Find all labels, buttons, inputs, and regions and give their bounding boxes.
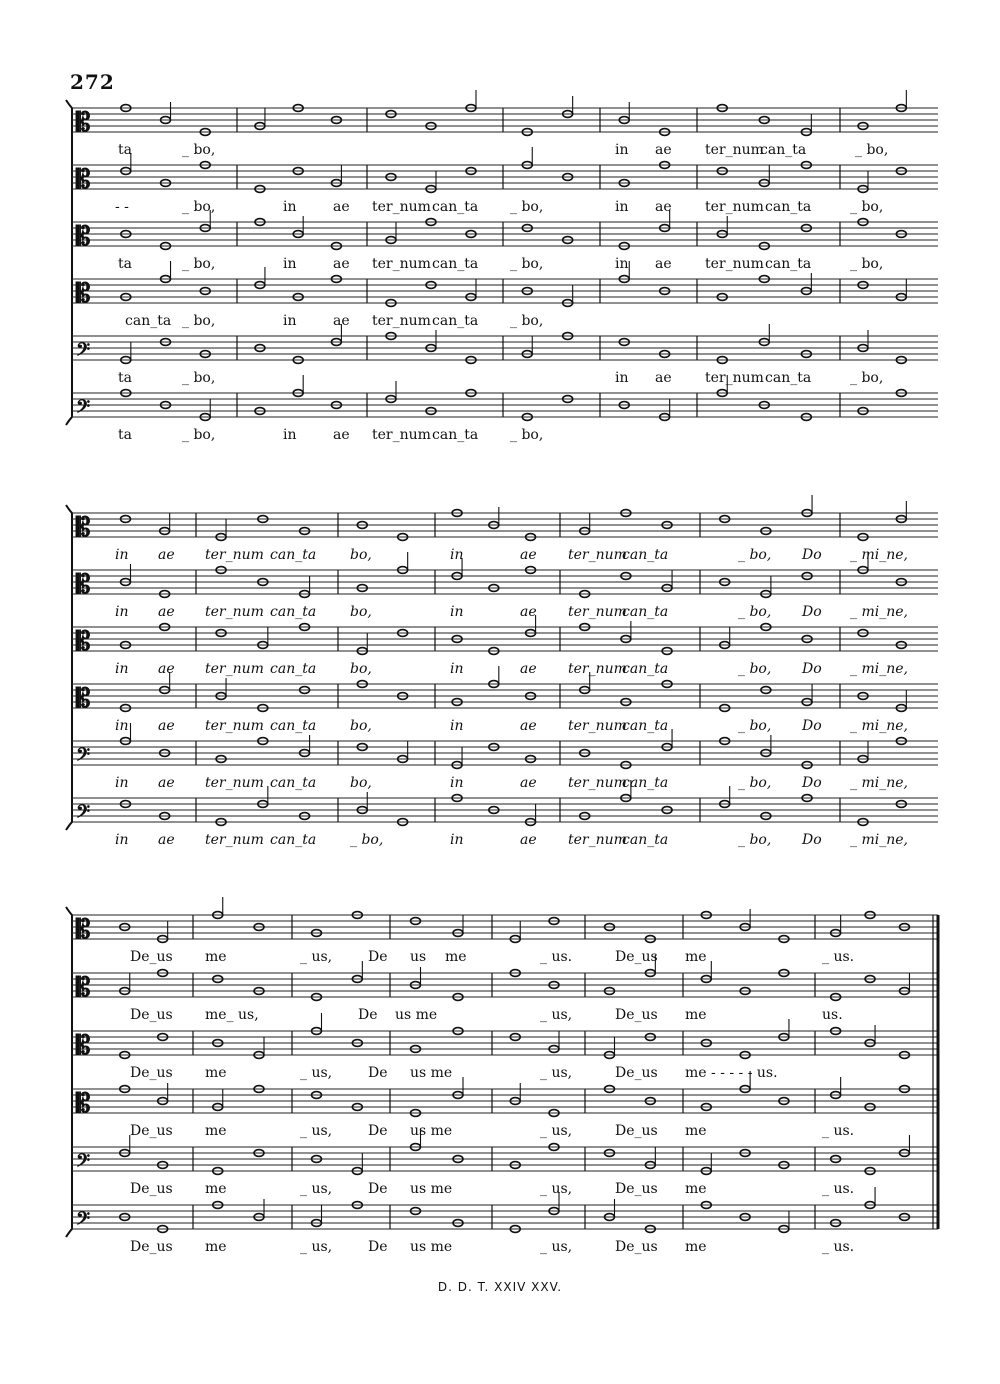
c-clef-icon: 𝄡	[76, 915, 91, 945]
lyric-syllable: in	[615, 199, 629, 215]
lyric-syllable: us me	[410, 1065, 453, 1081]
lyric-syllable: _ us,	[540, 1181, 573, 1197]
lyric-syllable: us me	[410, 1123, 453, 1139]
lyric-syllable: ter_num	[705, 256, 764, 272]
lyric-syllable: can_ta	[270, 832, 317, 848]
lyric-syllable: in	[450, 604, 464, 620]
lyric-syllable: in	[615, 370, 629, 386]
lyric-syllable: bo,	[350, 547, 372, 563]
lyric-syllable: ta	[118, 370, 132, 386]
lyric-syllable: - -	[115, 199, 129, 215]
lyric-syllable: De	[368, 949, 388, 965]
lyric-syllable: can_ta	[760, 142, 807, 158]
lyric-syllable: me	[685, 1123, 707, 1139]
bass-clef-icon: 𝄢	[76, 1208, 91, 1234]
lyric-syllable: _ us,	[300, 949, 333, 965]
lyric-syllable: ter_num	[372, 427, 431, 443]
lyric-syllable: me - - - - - us.	[685, 1065, 778, 1081]
lyric-syllable: in	[450, 547, 464, 563]
lyric-syllable: _ mi_ne,	[850, 832, 908, 848]
lyric-syllable: _ us.	[822, 1239, 855, 1255]
lyric-syllable: _ mi_ne,	[850, 661, 908, 677]
c-clef-icon: 𝄡	[76, 684, 91, 714]
lyric-syllable: ter_num	[568, 661, 627, 677]
lyric-syllable: us me	[395, 1007, 438, 1023]
c-clef-icon: 𝄡	[76, 165, 91, 195]
lyric-syllable: _ us.	[540, 949, 573, 965]
lyric-syllable: _ mi_ne,	[850, 547, 908, 563]
lyric-syllable: can_ta	[622, 604, 669, 620]
lyric-syllable: ter_num	[568, 775, 627, 791]
lyric-syllable: in	[450, 661, 464, 677]
lyric-syllable: ae	[158, 661, 175, 677]
lyric-syllable: _ bo,	[182, 256, 216, 272]
lyric-syllable: De_us	[615, 1065, 658, 1081]
lyric-syllable: ter_num	[568, 547, 627, 563]
lyric-syllable: _ us,	[540, 1065, 573, 1081]
lyric-syllable: can_ta	[432, 427, 479, 443]
lyric-syllable: me	[205, 1239, 227, 1255]
lyric-syllable: in	[115, 547, 129, 563]
lyric-syllable: ae	[158, 832, 175, 848]
lyric-syllable: can_ta	[765, 370, 812, 386]
lyric-syllable: _ bo,	[182, 427, 216, 443]
lyric-syllable: me	[445, 949, 467, 965]
lyric-syllable: _ us,	[540, 1007, 573, 1023]
lyric-syllable: De_us	[130, 1123, 173, 1139]
lyric-syllable: ter_num	[205, 775, 264, 791]
lyric-syllable: De_us	[130, 1239, 173, 1255]
c-clef-icon: 𝄡	[76, 513, 91, 543]
lyric-syllable: _ mi_ne,	[850, 718, 908, 734]
lyric-syllable: can_ta	[622, 547, 669, 563]
lyric-syllable: _ mi_ne,	[850, 604, 908, 620]
lyric-syllable: ter_num	[205, 718, 264, 734]
lyric-syllable: ae	[333, 199, 350, 215]
lyric-syllable: bo,	[350, 661, 372, 677]
lyric-syllable: De_us	[615, 949, 658, 965]
lyric-syllable: ae	[333, 427, 350, 443]
lyric-syllable: _ us,	[300, 1065, 333, 1081]
lyric-syllable: ae	[158, 718, 175, 734]
lyric-syllable: _ bo,	[182, 142, 216, 158]
lyric-syllable: ter_num	[205, 604, 264, 620]
lyric-syllable: can_ta	[270, 547, 317, 563]
lyric-syllable: De	[368, 1065, 388, 1081]
lyric-syllable: _ bo,	[850, 370, 884, 386]
lyric-syllable: _ bo,	[510, 313, 544, 329]
lyric-syllable: can_ta	[765, 256, 812, 272]
lyric-syllable: _ us.	[822, 1181, 855, 1197]
lyric-syllable: Do	[802, 661, 822, 677]
lyric-syllable: ter_num	[705, 199, 764, 215]
system-bracket	[66, 505, 72, 830]
lyric-syllable: bo,	[350, 604, 372, 620]
lyric-syllable: Do	[802, 604, 822, 620]
lyric-syllable: can_ta	[432, 256, 479, 272]
lyric-syllable: _ bo,	[850, 199, 884, 215]
lyric-syllable: ae	[158, 604, 175, 620]
lyric-syllable: ae	[655, 199, 672, 215]
lyric-syllable: can_ta	[622, 832, 669, 848]
lyric-syllable: ae	[520, 547, 537, 563]
lyric-syllable: me	[205, 949, 227, 965]
lyric-syllable: can_ta	[270, 661, 317, 677]
lyric-syllable: _ bo,	[510, 427, 544, 443]
lyric-syllable: in	[283, 199, 297, 215]
lyric-syllable: in	[115, 604, 129, 620]
lyric-syllable: ae	[520, 832, 537, 848]
lyric-syllable: ta	[118, 256, 132, 272]
lyric-syllable: _ bo,	[738, 547, 772, 563]
lyric-syllable: De_us	[615, 1123, 658, 1139]
lyric-syllable: _ us,	[540, 1123, 573, 1139]
lyric-syllable: _ bo,	[850, 256, 884, 272]
system-bracket	[66, 100, 72, 425]
lyric-syllable: ter_num	[205, 661, 264, 677]
lyric-syllable: _ us,	[540, 1239, 573, 1255]
lyric-syllable: De_us	[130, 1065, 173, 1081]
lyric-syllable: in	[615, 142, 629, 158]
lyric-syllable: in	[115, 832, 129, 848]
lyric-syllable: can_ta	[270, 775, 317, 791]
lyric-syllable: can_ta	[622, 775, 669, 791]
lyric-syllable: _ bo,	[182, 199, 216, 215]
lyric-syllable: Do	[802, 775, 822, 791]
bass-clef-icon: 𝄢	[76, 396, 91, 422]
lyric-syllable: _ bo,	[350, 832, 384, 848]
lyric-syllable: us.	[822, 1007, 843, 1023]
lyric-syllable: ae	[333, 313, 350, 329]
lyric-syllable: me	[685, 949, 707, 965]
lyric-syllable: us	[410, 949, 427, 965]
lyric-syllable: _ bo,	[738, 604, 772, 620]
system-bracket	[66, 907, 72, 1237]
lyric-syllable: _ us,	[300, 1239, 333, 1255]
lyric-syllable: _ bo,	[738, 832, 772, 848]
lyric-syllable: in	[283, 256, 297, 272]
lyric-syllable: De_us	[615, 1007, 658, 1023]
bass-clef-icon: 𝄢	[76, 339, 91, 365]
lyric-syllable: De_us	[130, 949, 173, 965]
lyric-syllable: ae	[655, 256, 672, 272]
lyric-syllable: ta	[118, 142, 132, 158]
lyric-syllable: can_ta	[432, 199, 479, 215]
lyric-syllable: ae	[520, 718, 537, 734]
lyric-syllable: De_us	[615, 1181, 658, 1197]
lyric-syllable: me	[205, 1123, 227, 1139]
lyric-syllable: in	[283, 313, 297, 329]
c-clef-icon: 𝄡	[76, 1031, 91, 1061]
c-clef-icon: 𝄡	[76, 1089, 91, 1119]
lyric-syllable: _ us,	[300, 1181, 333, 1197]
lyric-syllable: ter_num	[372, 199, 431, 215]
lyric-syllable: Do	[802, 718, 822, 734]
bass-clef-icon: 𝄢	[76, 744, 91, 770]
lyric-syllable: can_ta	[622, 661, 669, 677]
lyric-syllable: in	[450, 832, 464, 848]
c-clef-icon: 𝄡	[76, 108, 91, 138]
lyric-syllable: ter_num	[705, 142, 764, 158]
lyric-syllable: ter_num	[205, 547, 264, 563]
c-clef-icon: 𝄡	[76, 222, 91, 252]
footer-signature: D. D. T. XXIV XXV.	[437, 1280, 563, 1294]
lyric-syllable: me	[685, 1007, 707, 1023]
lyric-syllable: us me	[410, 1239, 453, 1255]
lyric-syllable: ter_num	[372, 256, 431, 272]
lyric-syllable: ter_num	[705, 370, 764, 386]
lyric-syllable: in	[115, 775, 129, 791]
lyric-syllable: me	[205, 1065, 227, 1081]
lyric-syllable: can_ta	[622, 718, 669, 734]
c-clef-icon: 𝄡	[76, 570, 91, 600]
bass-clef-icon: 𝄢	[76, 801, 91, 827]
lyric-syllable: ae	[333, 256, 350, 272]
lyric-syllable: _ bo,	[738, 775, 772, 791]
page-number: 272	[70, 70, 115, 94]
lyric-syllable: us me	[410, 1181, 453, 1197]
lyric-syllable: in	[450, 718, 464, 734]
lyric-syllable: can_ta	[125, 313, 172, 329]
lyric-syllable: De	[368, 1123, 388, 1139]
lyric-syllable: _ bo,	[182, 313, 216, 329]
bass-clef-icon: 𝄢	[76, 1150, 91, 1176]
lyric-syllable: ter_num	[205, 832, 264, 848]
lyric-syllable: De_us	[130, 1181, 173, 1197]
lyric-syllable: in	[283, 427, 297, 443]
lyric-syllable: Do	[802, 832, 822, 848]
lyric-syllable: ae	[520, 775, 537, 791]
lyric-syllable: Do	[802, 547, 822, 563]
lyric-syllable: in	[115, 661, 129, 677]
lyric-syllable: ae	[655, 370, 672, 386]
lyric-syllable: _ bo,	[738, 718, 772, 734]
lyric-syllable: _ bo,	[855, 142, 889, 158]
lyric-syllable: ae	[655, 142, 672, 158]
lyric-syllable: ter_num	[568, 604, 627, 620]
lyric-syllable: can_ta	[432, 313, 479, 329]
lyric-syllable: _ us.	[822, 1123, 855, 1139]
lyric-syllable: _ bo,	[510, 256, 544, 272]
lyric-syllable: _ mi_ne,	[850, 775, 908, 791]
lyric-syllable: ae	[158, 547, 175, 563]
lyric-syllable: me_ us,	[205, 1007, 259, 1023]
lyric-syllable: ae	[158, 775, 175, 791]
lyric-syllable: _ us.	[822, 949, 855, 965]
lyric-syllable: De	[368, 1181, 388, 1197]
lyric-syllable: ter_num	[568, 832, 627, 848]
lyric-syllable: ter_num	[568, 718, 627, 734]
lyric-syllable: ae	[520, 604, 537, 620]
lyric-syllable: De_us	[130, 1007, 173, 1023]
lyric-syllable: can_ta	[270, 718, 317, 734]
lyric-syllable: _ bo,	[738, 661, 772, 677]
lyric-syllable: in	[115, 718, 129, 734]
lyric-syllable: _ bo,	[510, 199, 544, 215]
lyric-syllable: can_ta	[270, 604, 317, 620]
lyric-syllable: me	[205, 1181, 227, 1197]
c-clef-icon: 𝄡	[76, 973, 91, 1003]
lyric-syllable: bo,	[350, 775, 372, 791]
lyric-syllable: De_us	[615, 1239, 658, 1255]
lyric-syllable: De	[358, 1007, 378, 1023]
lyric-syllable: De	[368, 1239, 388, 1255]
lyric-syllable: ae	[520, 661, 537, 677]
lyric-syllable: in	[615, 256, 629, 272]
lyric-syllable: ter_num	[372, 313, 431, 329]
lyric-syllable: _ us,	[300, 1123, 333, 1139]
lyric-syllable: can_ta	[765, 199, 812, 215]
lyric-syllable: ta	[118, 427, 132, 443]
lyric-syllable: in	[450, 775, 464, 791]
c-clef-icon: 𝄡	[76, 279, 91, 309]
lyric-syllable: me	[685, 1181, 707, 1197]
lyric-syllable: _ bo,	[182, 370, 216, 386]
c-clef-icon: 𝄡	[76, 627, 91, 657]
lyric-syllable: me	[685, 1239, 707, 1255]
lyric-syllable: bo,	[350, 718, 372, 734]
